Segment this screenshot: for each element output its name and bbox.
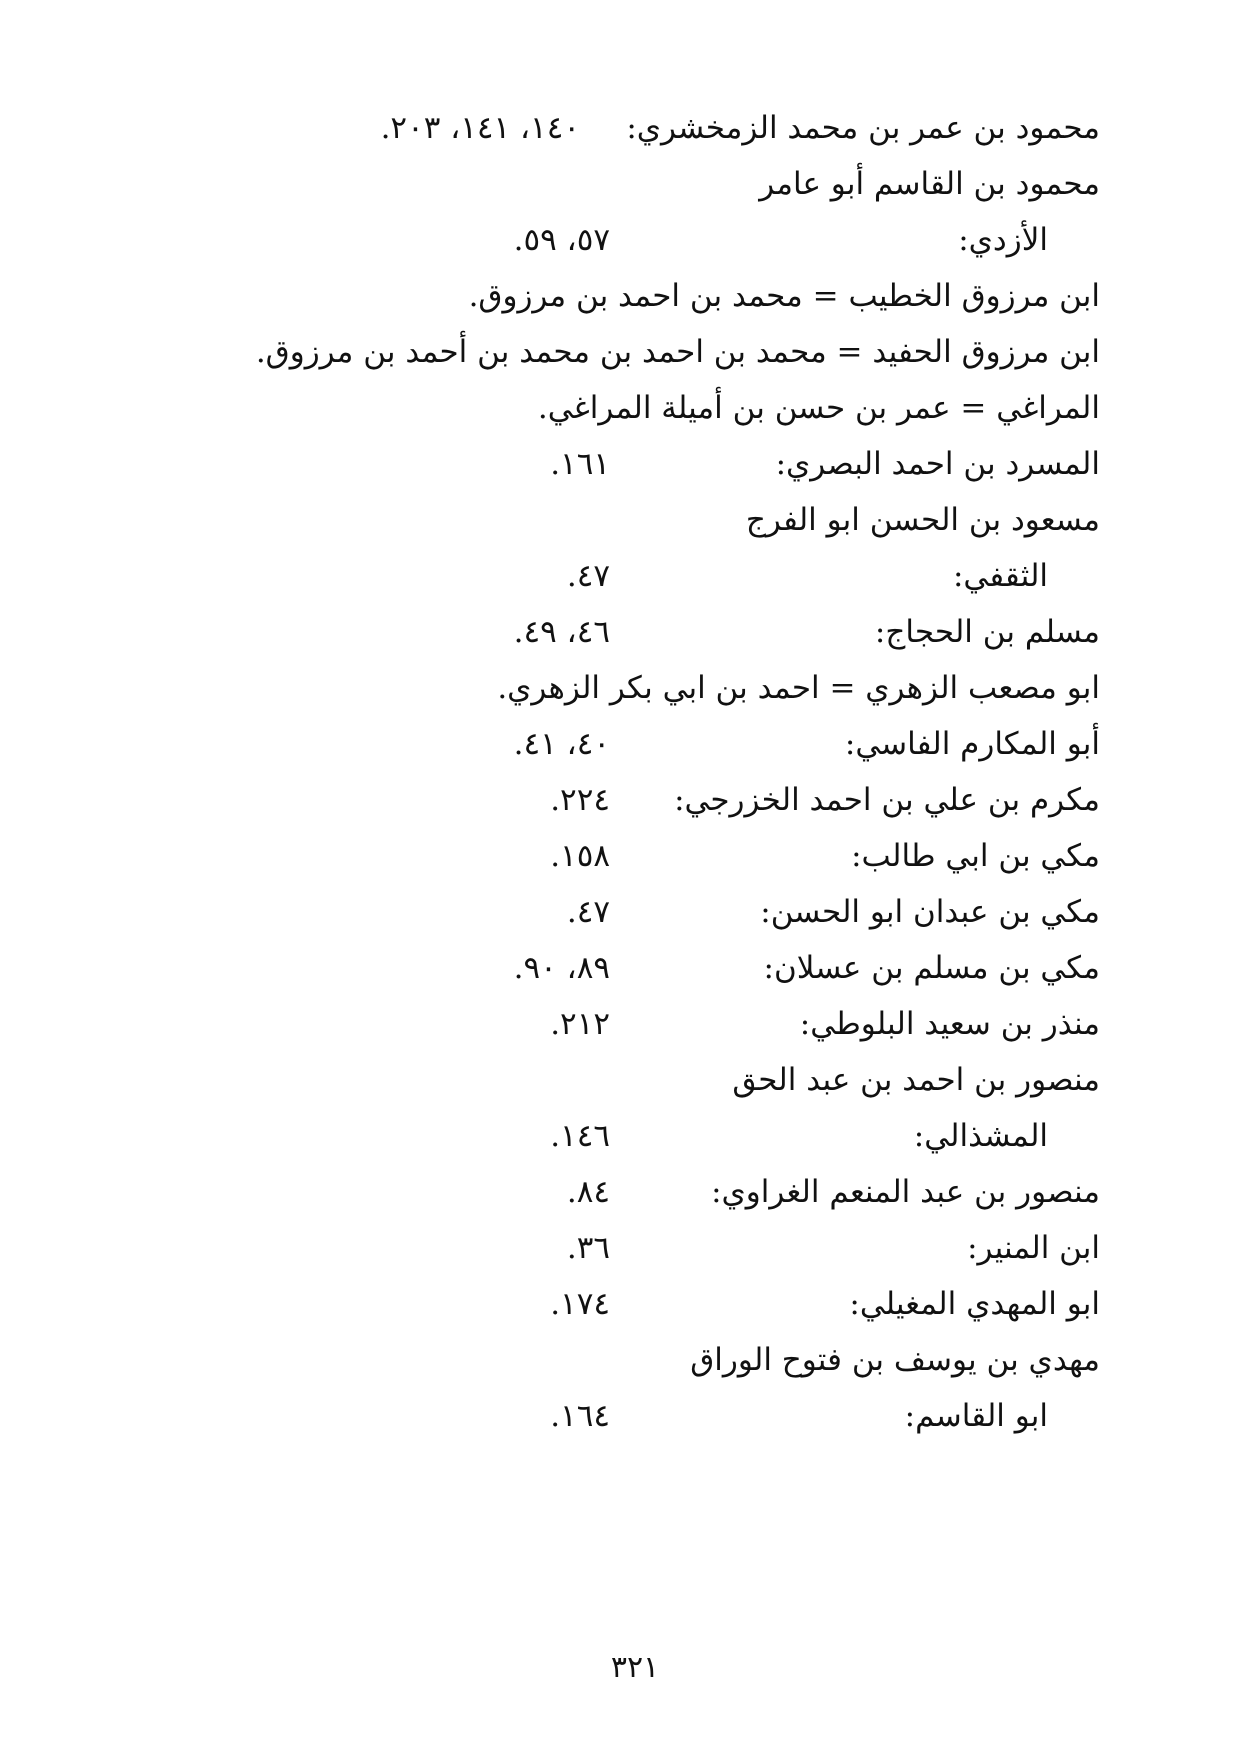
entry-pages: ١٤٦. bbox=[550, 1118, 610, 1154]
entry-name: ابن مرزوق الحفيد = محمد بن احمد بن محمد بن أحمد بن مرزوق. bbox=[255, 334, 1100, 370]
index-entry bbox=[230, 324, 1100, 380]
entry-pages: ١٧٤. bbox=[550, 1286, 610, 1322]
index-entry-continuation bbox=[230, 1388, 1100, 1444]
index-entry bbox=[230, 492, 1100, 548]
entry-pages: ٨٤. bbox=[566, 1174, 610, 1210]
index-entry bbox=[230, 156, 1100, 212]
entry-pages: ١٤٠، ١٤١، ٢٠٣. bbox=[380, 110, 580, 146]
index-entry bbox=[230, 100, 1100, 156]
entry-name: أبو المكارم الفاسي: bbox=[844, 726, 1100, 762]
entry-name: ابن المنير: bbox=[967, 1230, 1100, 1266]
index-entry bbox=[230, 996, 1100, 1052]
entry-pages: ٤٠، ٤١. bbox=[513, 726, 610, 762]
index-entry bbox=[230, 660, 1100, 716]
index-entry bbox=[230, 268, 1100, 324]
entry-name: الأزدي: bbox=[958, 222, 1048, 258]
index-entry bbox=[230, 716, 1100, 772]
index-entry bbox=[230, 1164, 1100, 1220]
index-entry bbox=[230, 604, 1100, 660]
entry-name: مكي بن ابي طالب: bbox=[851, 838, 1100, 874]
index-entry bbox=[230, 380, 1100, 436]
entry-name: منصور بن عبد المنعم الغراوي: bbox=[711, 1174, 1100, 1210]
entry-name: ابو القاسم: bbox=[904, 1398, 1048, 1434]
index-entry-continuation bbox=[230, 212, 1100, 268]
index-entry bbox=[230, 436, 1100, 492]
entry-name: ابو المهدي المغيلي: bbox=[849, 1286, 1100, 1322]
entry-name: محمود بن عمر بن محمد الزمخشري: bbox=[626, 110, 1100, 146]
index-entry bbox=[230, 1052, 1100, 1108]
entry-pages: ٣٦. bbox=[566, 1230, 610, 1266]
entry-name: مكي بن مسلم بن عسلان: bbox=[763, 950, 1100, 986]
index-entry bbox=[230, 1276, 1100, 1332]
entry-pages: ٤٦، ٤٩. bbox=[513, 614, 610, 650]
entry-name: مهدي بن يوسف بن فتوح الوراق bbox=[690, 1342, 1100, 1378]
entry-pages: ١٥٨. bbox=[550, 838, 610, 874]
entry-name: المراغي = عمر بن حسن بن أميلة المراغي. bbox=[537, 390, 1100, 426]
entry-name: المشذالي: bbox=[913, 1118, 1048, 1154]
entry-name: مكي بن عبدان ابو الحسن: bbox=[760, 894, 1100, 930]
entry-pages: ١٦١. bbox=[550, 446, 610, 482]
entry-name: مسعود بن الحسن ابو الفرج bbox=[745, 502, 1100, 538]
entry-name: مسلم بن الحجاج: bbox=[874, 614, 1100, 650]
entry-pages: ٢١٢. bbox=[550, 1006, 610, 1042]
index-entry bbox=[230, 828, 1100, 884]
index-entry bbox=[230, 1332, 1100, 1388]
page-number: ٣٢١ bbox=[610, 1650, 660, 1685]
entry-name: مكرم بن علي بن احمد الخزرجي: bbox=[674, 782, 1100, 818]
entry-pages: ٤٧. bbox=[566, 558, 610, 594]
entry-name: منصور بن احمد بن عبد الحق bbox=[732, 1062, 1100, 1098]
entry-name: ابو مصعب الزهري = احمد بن ابي بكر الزهري. bbox=[497, 670, 1100, 706]
entry-name: الثقفي: bbox=[952, 558, 1048, 594]
index-entry bbox=[230, 940, 1100, 996]
entry-pages: ٥٧، ٥٩. bbox=[513, 222, 610, 258]
entry-pages: ٤٧. bbox=[566, 894, 610, 930]
index-entry bbox=[230, 884, 1100, 940]
entry-name: المسرد بن احمد البصري: bbox=[775, 446, 1100, 482]
entry-pages: ٢٢٤. bbox=[550, 782, 610, 818]
entry-name: محمود بن القاسم أبو عامر bbox=[759, 166, 1100, 202]
index-entry bbox=[230, 772, 1100, 828]
entry-name: منذر بن سعيد البلوطي: bbox=[799, 1006, 1100, 1042]
index-entry-continuation bbox=[230, 548, 1100, 604]
index-entry bbox=[230, 1220, 1100, 1276]
index-entry-continuation bbox=[230, 1108, 1100, 1164]
entry-name: ابن مرزوق الخطيب = محمد بن احمد بن مرزوق. bbox=[468, 278, 1100, 314]
entry-pages: ١٦٤. bbox=[550, 1398, 610, 1434]
entry-pages: ٨٩، ٩٠. bbox=[513, 950, 610, 986]
